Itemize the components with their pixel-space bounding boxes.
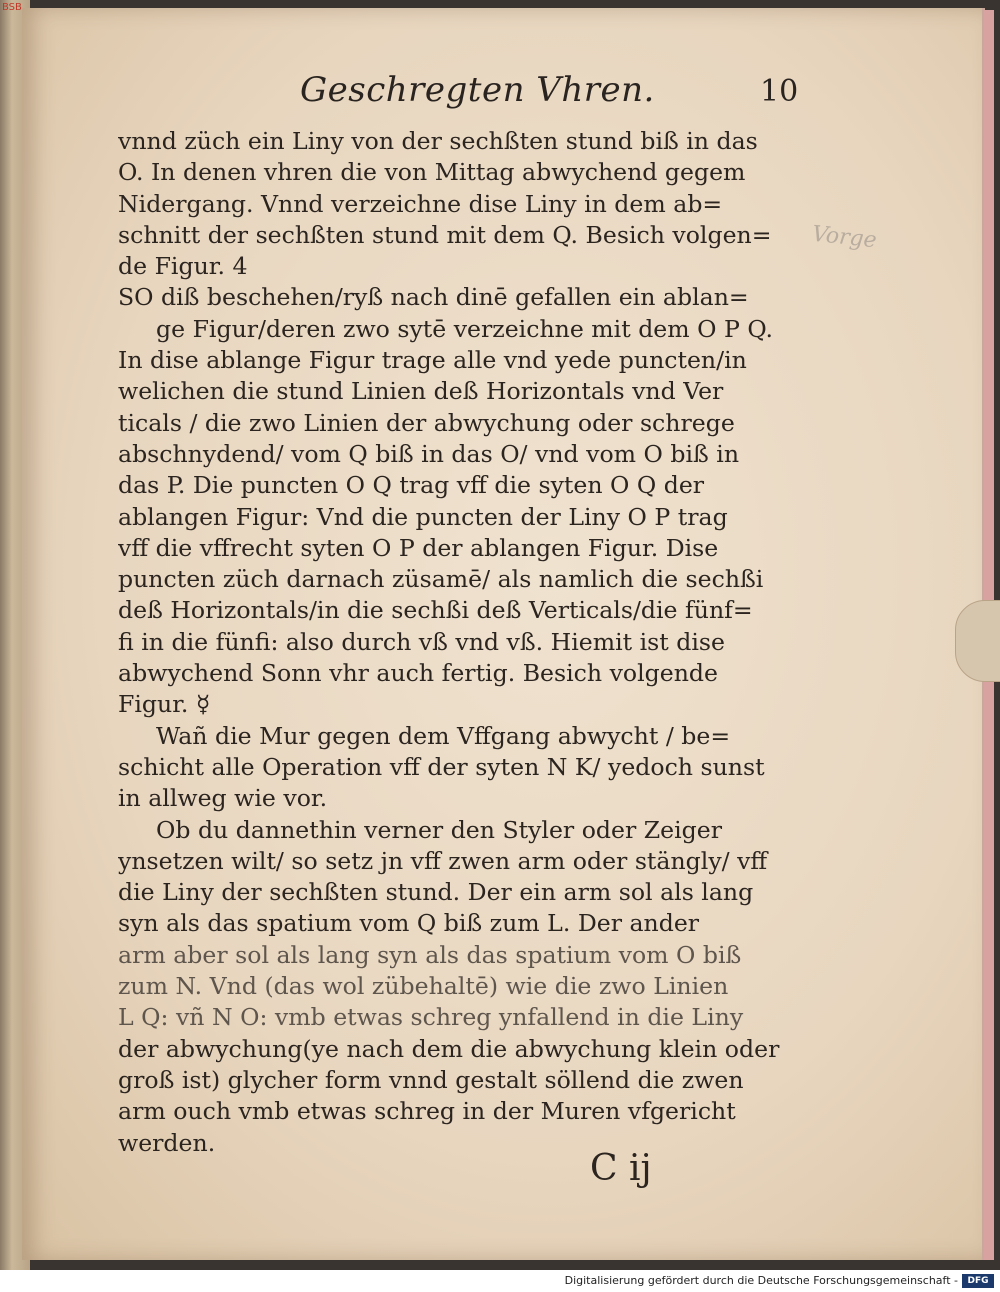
text-line: Nidergang. Vnnd verzeichne dise Liny in dem ab=: [118, 189, 723, 218]
page-tab: [955, 600, 1000, 682]
page-header: [300, 70, 820, 118]
funding-credit: Digitalisierung gefördert durch die Deutsche Forschungsgemeinschaft -: [564, 1274, 958, 1287]
text-line: deß Horizontals/in die sechßi deß Verticals/die fünf=: [118, 596, 753, 625]
text-line: fi in die fünfi: also durch vß vnd vß. Hiemit ist dise: [118, 627, 725, 656]
text-line: vff die vffrecht syten O P der ablangen Figur. Dise: [118, 533, 719, 562]
text-line: ticals / die zwo Linien der abwychung oder schrege: [118, 408, 735, 437]
text-line: Ob du dannethin verner den Styler oder Zeiger: [156, 815, 723, 844]
text-line: Wañ die Mur gegen dem Vffgang abwycht / be=: [156, 721, 731, 750]
text-line: abschnydend/ vom Q biß in das O/ vnd vom O biß in: [118, 439, 740, 468]
text-line: puncten züch darnach züsamē/ als namlich die sechßi: [118, 565, 764, 594]
text-line: schicht alle Operation vff der syten N K/ yedoch sunst: [118, 752, 765, 781]
text-line: In dise ablange Figur trage alle vnd yede puncten/in: [118, 346, 747, 375]
text-line: SO diß beschehen/ryß nach dinē gefallen ein ablan=: [118, 283, 749, 312]
text-line: vnnd züch ein Liny von der sechßten stund biß in das: [118, 127, 758, 155]
text-line: syn als das spatium vom Q biß zum L. Der ander: [118, 909, 700, 938]
text-line: arm ouch vmb etwas schreg in der Muren vfgericht: [118, 1097, 736, 1126]
text-line: ablangen Figur: Vnd die puncten der Liny O P trag: [118, 502, 728, 531]
text-line: L Q: vñ N O: vmb etwas schreg ynfallend in die Liny: [118, 1003, 744, 1032]
text-line: de Figur. 4: [118, 252, 248, 281]
text-line: arm aber sol als lang syn als das spatium vom O biß: [118, 940, 742, 969]
margin-note: Vorge: [810, 221, 878, 254]
page-number: 10: [760, 74, 799, 109]
text-line: ge Figur/deren zwo sytē verzeichne mit dem O P Q.: [156, 314, 774, 343]
text-line: werden.: [118, 1128, 216, 1157]
text-line: schnitt der sechßten stund mit dem Q. Besich volgen=: [118, 220, 772, 249]
text-line: O. In denen vhren die von Mittag abwychend gegem: [118, 158, 746, 187]
text-line: abwychend Sonn vhr auch fertig. Besich volgende: [118, 659, 718, 688]
footer-bar: [0, 1270, 1000, 1292]
text-line: in allweg wie vor.: [118, 784, 328, 813]
signature-mark: C ij: [590, 1148, 652, 1189]
library-stamp: BSB: [2, 2, 22, 13]
text-line: der abwychung(ye nach dem die abwychung klein oder: [118, 1034, 780, 1063]
text-line: ynsetzen wilt/ so setz jn vff zwen arm oder stängly/ vff: [118, 846, 768, 875]
text-line: zum N. Vnd (das wol zübehaltē) wie die zwo Linien: [118, 972, 729, 1001]
text-line: das P. Die puncten O Q trag vff die syten O Q der: [118, 471, 705, 500]
body-text: [118, 126, 798, 1159]
text-line: Figur. ☿: [118, 690, 211, 719]
text-line: die Liny der sechßten stund. Der ein arm sol als lang: [118, 878, 754, 907]
dfg-logo: DFG: [962, 1274, 994, 1288]
text-line: welichen die stund Linien deß Horizontals vnd Ver: [118, 377, 724, 406]
text-line: groß ist) glycher form vnnd gestalt söllend die zwen: [118, 1065, 744, 1094]
running-title: Geschregten Vhren.: [300, 70, 655, 110]
